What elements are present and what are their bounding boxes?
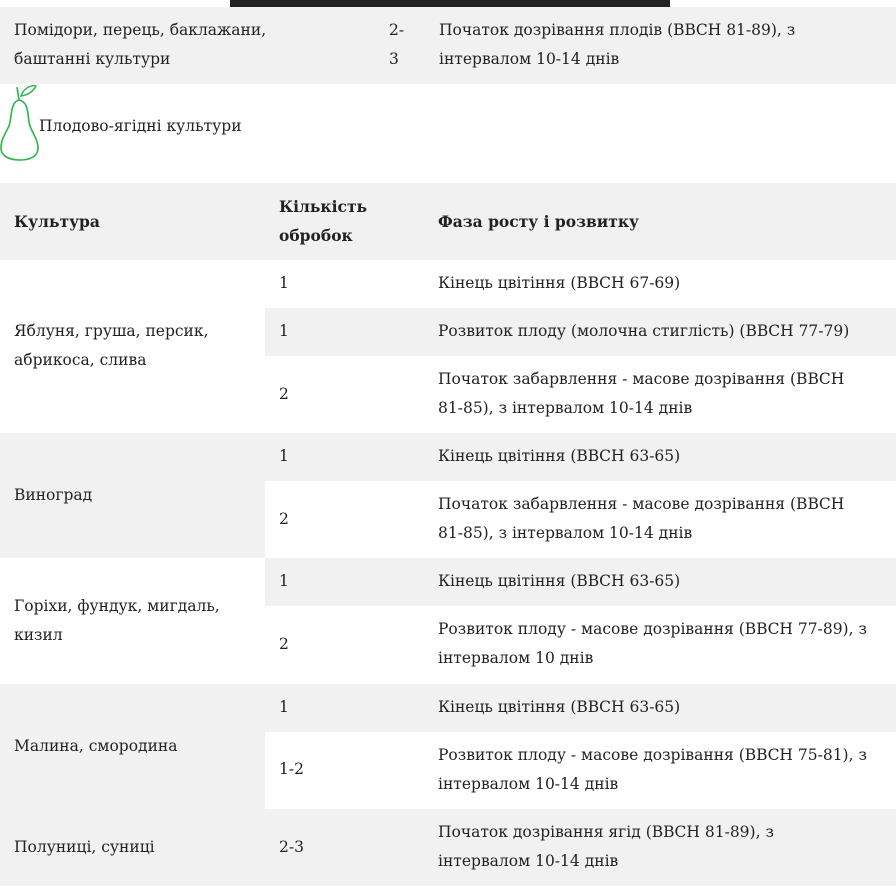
count-cell: 2 [279, 635, 289, 653]
phase-cell: Початок дозрівання плодів (ВВСН 81-89), з інтервалом 10-14 днів [439, 21, 796, 68]
phase-cell: Розвиток плоду (молочна стиглість) (ВВСН 77-79) [438, 322, 850, 340]
culture-cell: Полуниці, суниці [14, 838, 155, 856]
count-cell: 1-2 [279, 760, 304, 778]
count-cell: 2-3 [279, 838, 304, 856]
count-cell: 1 [279, 322, 289, 340]
phase-cell: Початок дозрівання ягід (ВВСН 81-89), з інтервалом 10-14 днів [438, 823, 774, 870]
phase-cell: Початок забарвлення - масове дозрівання (ВВСН 81-85), з інтервалом 10-14 днів [438, 370, 845, 417]
section-title: Плодово-ягідні культури [39, 117, 242, 135]
phase-cell: Початок забарвлення - масове дозрівання (ВВСН 81-85), з інтервалом 10-14 днів [438, 495, 845, 542]
culture-cell: Помідори, перець, баклажани, баштанні культури [14, 21, 267, 68]
count-cell: 1 [279, 698, 289, 716]
count-cell: 2 [279, 510, 289, 528]
cut-off-heading-line [230, 0, 670, 7]
phase-cell: Кінець цвітіння (ВВСН 63-65) [438, 447, 681, 465]
culture-cell: Горіхи, фундук, мигдаль, кизил [14, 597, 220, 644]
pear-icon [0, 84, 42, 162]
phase-cell: Розвиток плоду - масове дозрівання (ВВСН 75-81), з інтервалом 10-14 днів [438, 746, 867, 793]
count-cell: 2 [279, 385, 289, 403]
count-cell: 1 [279, 274, 289, 292]
culture-cell: Малина, смородина [14, 737, 178, 755]
phase-cell: Розвиток плоду - масове дозрівання (ВВСН 77-89), з інтервалом 10 днів [438, 620, 867, 667]
phase-cell: Кінець цвітіння (ВВСН 63-65) [438, 698, 681, 716]
header-phase: Фаза росту і розвитку [438, 212, 639, 231]
header-count: Кількість обробок [279, 197, 368, 245]
count-cell: 2-3 [389, 21, 405, 68]
phase-cell: Кінець цвітіння (ВВСН 67-69) [438, 274, 681, 292]
culture-cell: Яблуня, груша, персик, абрикоса, слива [14, 322, 209, 369]
phase-cell: Кінець цвітіння (ВВСН 63-65) [438, 572, 681, 590]
count-cell: 1 [279, 447, 289, 465]
culture-cell: Виноград [14, 486, 93, 504]
header-culture: Культура [14, 212, 100, 231]
count-cell: 1 [279, 572, 289, 590]
